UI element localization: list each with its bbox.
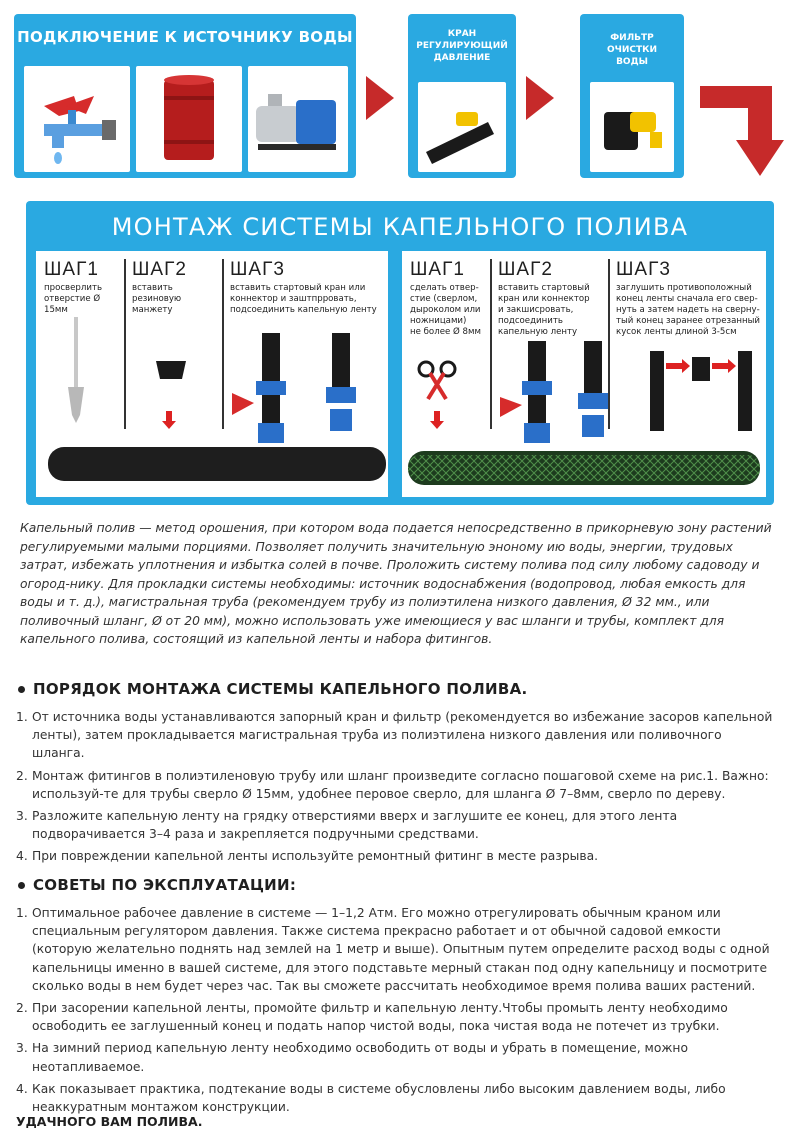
hose-step2-desc: вставить стартовый кран или коннектор и закшисровать, подсоединить капельную ленту [498,283,590,337]
rubber-seal-icon [156,361,186,379]
order-list [16,708,776,870]
closing-text: УДАЧНОГО ВАМ ПОЛИВА. [16,1114,203,1129]
hose-step2-title: ШАГ2 [498,259,553,280]
barrel-tile [136,66,242,172]
valve-panel [408,14,516,178]
hose-illustration [402,341,766,497]
filter-title: ФИЛЬТР ОЧИСТКИ ВОДЫ [606,33,658,67]
bullet-icon [18,882,25,889]
pipe-illustration [36,311,388,497]
filter-tile [590,82,674,172]
scissors-icon [419,362,455,399]
list-item: 4. Как показывает практика, подтекание воды в системе обусловлены либо высоким давлением воды, либо неаккуратным монтажом конструкции. [16,1081,726,1115]
down-arrow-icon [162,411,176,429]
list-item: 2. При засорении капельной ленты, промойте фильтр и капельную ленту.Чтобы промыть ленту необходимо освободить ее заглушенный конец и подать напор чистой воды, пока чистая вода не потечет из трубки. [16,1001,728,1034]
faucet-tile [24,66,130,172]
pump-icon [248,66,348,172]
list-item: 1. От источника воды устанавливаются запорный кран и фильтр (рекомендуется во избежание засоров капельной ленты), затем прокладывается магистральная труба из полиэтилена низкого давления или поливочного шланга. [16,710,773,761]
hose-step1-desc: сделать отвер- стие (сверлом, дыроколом или ножницами) не более Ø 8мм [410,283,481,337]
water-source-panel [14,14,356,178]
order-heading: ПОРЯДОК МОНТАЖА СИСТЕМЫ КАПЕЛЬНОГО ПОЛИВА. [18,680,528,698]
tips-heading: СОВЕТЫ ПО ЭКСПЛУАТАЦИИ: [18,876,296,894]
list-item: 1. Оптимальное рабочее давление в системе — 1–1,2 Атм. Его можно отрегулировать обычным краном или специальным регулятором давления. Также система прекрасно работает и от обычной садовой емкости (которую желательно поднять над землей на 1 метр и выше). Опытным путем определите расход воды с одной капельницы именно в вашей системе, для этого подставьте мерный стакан под одну капельницу и посмотрите сколько воды в нем будет через час. Так вы сможете рассчитать необходимое время полива ваших растений. [16,906,770,993]
down-arrow-icon [700,86,784,178]
list-item: 4. При повреждении капельной ленты используйте ремонтный фитинг в месте разрыва. [16,849,599,864]
barrel-icon [136,66,242,172]
intro-paragraph: Капельный полив — метод орошения, при котором вода подается непосредственно в прикорневую зону растений регулируемыми малыми порциями. Позволяет получить значительную эноному ию воды, энергии, трудовых затрат, избежать уплотнения и избытка солей в почве. Проложить систему полива под силу любому садоводу и огород-нику. Для прокладки системы необходимы: источник водоснабжения (водопровод, любая емкость для воды и т. д.), магистральная труба (рекомендуем трубу из полиэтилена низкого давления, Ø 32 мм., или поливочный шланг, Ø от 20 мм), можно использовать уже имеющиеся у вас шланги и трубы, комплект для капельного полива, состоящий из капельной ленты и набора фитингов. [20,521,772,646]
pipe-step1-title: ШАГ1 [44,259,99,280]
hose-step3-title: ШАГ3 [616,259,671,280]
filter-panel [580,14,684,178]
install-title: МОНТАЖ СИСТЕМЫ КАПЕЛЬНОГО ПОЛИВА [111,213,689,241]
flow-arrow-icon [526,76,554,120]
pipe-step3-title: ШАГ3 [230,259,285,280]
drill-bit-icon [74,317,78,387]
right-arrow-icon [666,359,690,373]
valve-title: КРАН РЕГУЛИРУЮЩИЙ ДАВЛЕНИЕ [416,29,508,63]
hose-step1-title: ШАГ1 [410,259,465,280]
list-item: 3. На зимний период капельную ленту необходимо освободить от воды и убрать в помещение, можно неотапливаемое. [16,1041,688,1074]
pipe-steps-box [36,251,388,497]
pipe-step2-desc: вставить резиновую манжету [132,283,182,315]
hose-step3-desc: заглушить противоположный конец ленты сначала его свер- нуть а затем надеть на сверну- тый конец заранее отрезанный кусок ленты длиной 3-5см [616,283,760,337]
pipe-step3-desc: вставить стартовый кран или коннектор и заштпрровать, подсоединить капельную ленту [230,283,377,315]
red-tap-icon [232,393,254,415]
list-item: 2. Монтаж фитингов в полиэтиленовую трубу или шланг произведите согласно пошаговой схеме на рис.1. Важно: используй-те для трубы сверло Ø 15мм, удобнее перовое сверло, для шланга Ø 7–8мм, сверло по дереву. [16,768,769,801]
right-arrow-icon [712,359,736,373]
tips-list [16,904,776,1120]
list-item: 3. Разложите капельную ленту на грядку отверстиями вверх и заглушите ее конец, для этого лента подворачивается 3–4 раза и закрепляется подручными средствами. [16,809,678,842]
red-tap-icon [500,397,522,417]
main-pipe [48,447,386,481]
water-source-title: ПОДКЛЮЧЕНИЕ К ИСТОЧНИКУ ВОДЫ [17,28,353,46]
flow-arrow-icon [366,76,394,120]
pipe-step1-desc: просверлить отверстие Ø 15мм [44,283,103,315]
bullet-icon [18,686,25,693]
water-filter-icon [590,82,674,172]
pipe-step2-title: ШАГ2 [132,259,187,280]
pressure-valve-icon [418,82,506,172]
hose-steps-box [402,251,766,497]
faucet-icon [24,66,130,172]
pump-tile [248,66,348,172]
install-panel [26,201,774,505]
valve-tile [418,82,506,172]
down-arrow-icon [430,411,444,429]
